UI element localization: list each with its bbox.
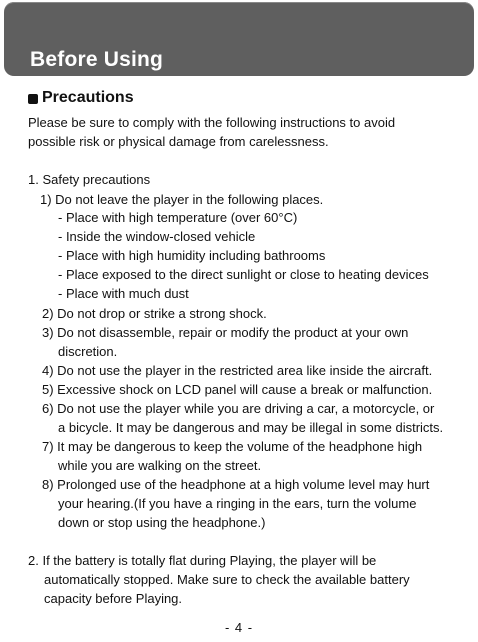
- intro-line: Please be sure to comply with the following instructions to avoid: [28, 115, 396, 130]
- square-bullet-icon: [28, 94, 38, 104]
- place-item: - Place with high temperature (over 60°C): [58, 210, 298, 225]
- place-item: - Place with high humidity including bathrooms: [58, 248, 326, 263]
- safety-item-6-cont: a bicycle. It may be dangerous and may be illegal in some districts.: [58, 420, 444, 435]
- safety-item-4: 4) Do not use the player in the restricted area like inside the aircraft.: [42, 363, 433, 378]
- safety-item-7: 7) It may be dangerous to keep the volume of the headphone high: [42, 439, 423, 454]
- battery-line: 2. If the battery is totally flat during Playing, the player will be: [28, 553, 377, 568]
- safety-item-3: 3) Do not disassemble, repair or modify the product at your own: [42, 325, 409, 340]
- safety-item-1: 1) Do not leave the player in the following places.: [40, 192, 324, 207]
- place-item: - Place with much dust: [58, 286, 189, 301]
- safety-item-8-cont: down or stop using the headphone.): [58, 515, 266, 530]
- safety-item-8: 8) Prolonged use of the headphone at a high volume level may hurt: [42, 477, 430, 492]
- page-title: Before Using: [30, 48, 164, 71]
- safety-item-2: 2) Do not drop or strike a strong shock.: [42, 306, 267, 321]
- safety-item-7-cont: while you are walking on the street.: [58, 458, 262, 473]
- place-item: - Place exposed to the direct sunlight or close to heating devices: [58, 267, 429, 282]
- safety-item-3-cont: discretion.: [58, 344, 118, 359]
- safety-item-5: 5) Excessive shock on LCD panel will cause a break or malfunction.: [42, 382, 433, 397]
- section-heading: [28, 89, 134, 107]
- battery-line: automatically stopped. Make sure to check the available battery: [44, 572, 410, 587]
- section-title: Precautions: [42, 89, 134, 106]
- safety-item-6: 6) Do not use the player while you are driving a car, a motorcycle, or: [42, 401, 435, 416]
- place-item: - Inside the window-closed vehicle: [58, 229, 256, 244]
- safety-heading: 1. Safety precautions: [28, 172, 151, 187]
- intro-line: possible risk or physical damage from carelessness.: [28, 134, 329, 149]
- battery-line: capacity before Playing.: [44, 591, 183, 606]
- page-number: - 4 -: [224, 620, 254, 635]
- safety-item-8-cont: your hearing.(If you have a ringing in the ears, turn the volume: [58, 496, 417, 511]
